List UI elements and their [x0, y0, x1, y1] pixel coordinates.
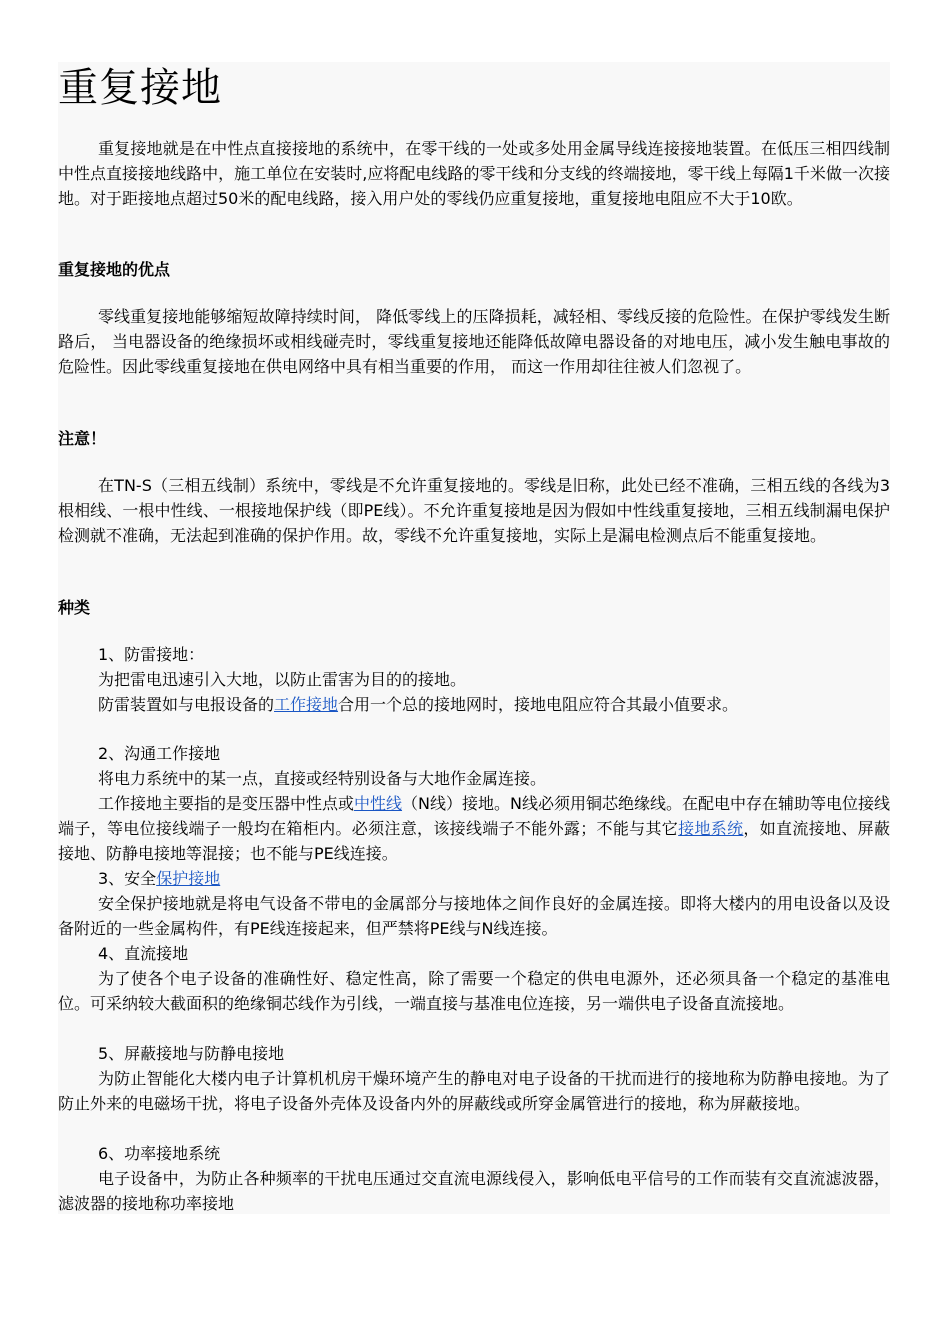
type-5-paragraph: 为防止智能化大楼内电子计算机机房干燥环境产生的静电对电子设备的干扰而进行的接地称为防静电接地。为了防止外来的电磁场干扰，将电子设备外壳体及设备内外的屏蔽线或所穿金属管进行的接地，称为屏蔽接地。	[58, 1069, 890, 1113]
type-6-label: 6、功率接地系统	[98, 1144, 221, 1163]
text-span: 合用一个总的接地网时，接地电阻应符合其最小值要求。	[338, 695, 739, 714]
type-1-line-2	[98, 692, 890, 717]
type-3-paragraph: 安全保护接地就是将电气设备不带电的金属部分与接地体之间作良好的金属连接。即将大楼内的用电设备以及设备附近的一些金属构件，有PE线连接起来，但严禁将PE线与N线连接。	[58, 894, 890, 938]
type-6-paragraph: 电子设备中，为防止各种频率的干扰电压通过交直流电源线侵入，影响低电平信号的工作而装有交直流滤波器，滤波器的接地称功率接地	[58, 1169, 890, 1213]
type-5-label: 5、屏蔽接地与防静电接地	[98, 1044, 285, 1063]
text-span: 工作接地主要指的是变压器中性点或	[98, 794, 355, 813]
section-heading-notice: 注意！	[58, 429, 107, 448]
link-work-grounding[interactable]: 工作接地	[274, 695, 339, 714]
section-heading-types: 种类	[58, 598, 91, 617]
advantages-paragraph: 零线重复接地能够缩短故障持续时间， 降低零线上的压降损耗，减轻相、零线反接的危险性。在保护零线发生断路后， 当电器设备的绝缘损坏或相线碰壳时，零线重复接地还能降低故障电器设备的对地电压，减小发生触电事故的危险性。因此零线重复接地在供电网络中具有相当重要的作用， 而这一作用却往往被人们忽视了。	[58, 307, 890, 376]
link-grounding-system[interactable]: 接地系统	[678, 819, 744, 838]
text-span: ，如直流接地、屏蔽接地、防静电接地等混接；也不能与PE线连接。	[58, 819, 890, 863]
type-1-line-1: 为把雷电迅速引入大地，以防止雷害为目的的接地。	[98, 670, 467, 689]
document-page	[58, 62, 890, 1214]
type-3-label	[98, 866, 890, 891]
type-4-paragraph: 为了使各个电子设备的准确性好、稳定性高，除了需要一个稳定的供电电源外，还必须具备一个稳定的基准电位。可采纳较大截面积的绝缘铜芯线作为引线，一端直接与基准电位连接，另一端供电子设备直流接地。	[58, 969, 890, 1013]
notice-paragraph: 在TN-S（三相五线制）系统中，零线是不允许重复接地的。零线是旧称，此处已经不准确，三相五线的各线为3根相线、一根中性线、一根接地保护线（即PE线）。不允许重复接地是因为假如中性线重复接地，三相五线制漏电保护检测就不准确，无法起到准确的保护作用。故，零线不允许重复接地，实际上是漏电检测点后不能重复接地。	[58, 476, 890, 545]
type-2-label: 2、沟通工作接地	[98, 744, 221, 763]
link-protective-grounding[interactable]: 保护接地	[156, 869, 221, 888]
text-span: 防雷装置如与电报设备的	[98, 695, 275, 714]
section-heading-advantages: 重复接地的优点	[58, 260, 171, 279]
type-4-label: 4、直流接地	[98, 944, 189, 963]
type-2-line-1: 将电力系统中的某一点，直接或经特别设备与大地作金属连接。	[98, 769, 547, 788]
text-span: （N线）接地。N线必须用铜芯绝缘线。在配电中存在辅助等电位接线端子，等电位接线端子一般均在箱柜内。必须注意，该接线端子不能外露；不能与其它	[58, 794, 890, 838]
type-2-paragraph	[58, 791, 890, 866]
text-span: 3、安全	[98, 869, 157, 888]
page-title: 重复接地	[58, 65, 222, 111]
link-neutral-line[interactable]: 中性线	[354, 794, 403, 813]
intro-paragraph: 重复接地就是在中性点直接接地的系统中，在零干线的一处或多处用金属导线连接接地装置。在低压三相四线制中性点直接接地线路中，施工单位在安装时,应将配电线路的零干线和分支线的终端接地，零干线上每隔1千米做一次接地。对于距接地点超过50米的配电线路，接入用户处的零线仍应重复接地，重复接地电阻应不大于10欧。	[58, 139, 890, 208]
type-1-label: 1、防雷接地：	[98, 645, 205, 664]
